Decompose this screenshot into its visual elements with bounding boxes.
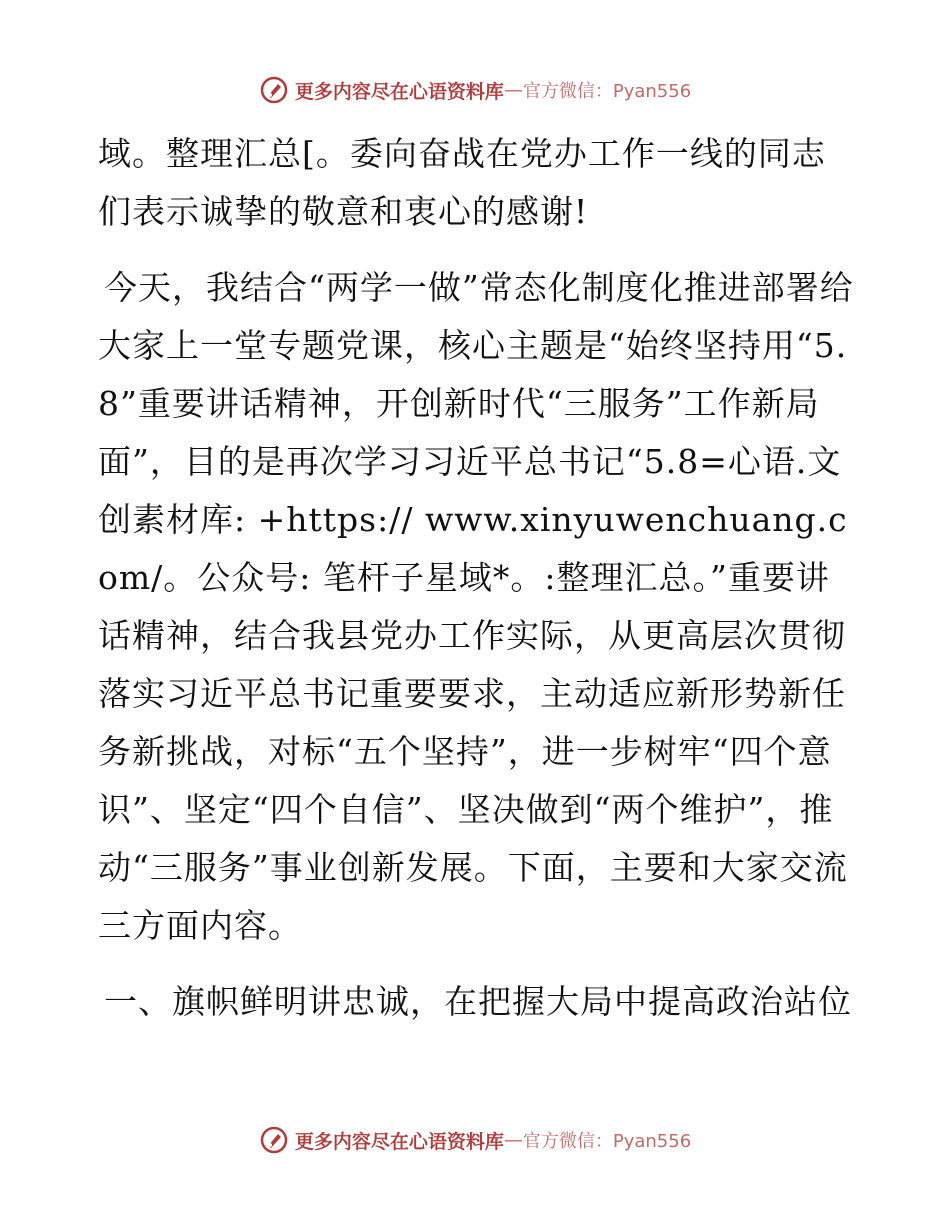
banner-text: 更多内容尽在心语资料库	[294, 80, 504, 103]
pen-nib-seal-icon	[259, 75, 289, 105]
paragraph-main: 今天，我结合“两学一做”常态化制度化推进部署给大家上一堂专题党课，核心主题是“始终坚持用“5.8”重要讲话精神，开创新时代“三服务”工作新局面”，目的是再次学习习近平总书记“5.8=心语.文创素材库: +https:// www.xinyuwenchuang.com/。公众号: 笔杆子星域*。:整理汇总。”重要讲话精神，结合我县党办工作实际，从更高层次贯彻落实习近平总书记重要要求，主动适应新形势新任务新挑战，对标“五个坚持”，进一步树牢“四个意识”、坚定“四个自信”、坚决做到“两个维护”，推动“三服务”事业创新发展。下面，主要和大家交流三方面内容。	[98, 268, 854, 945]
document-body	[98, 125, 858, 1031]
header-watermark-banner	[0, 70, 950, 110]
paragraph-intro: 域。整理汇总[。委向奋战在党办工作一线的同志们表示诚挚的敬意和衷心的感谢!	[98, 134, 826, 231]
footer-watermark-banner	[0, 1120, 950, 1160]
banner-wechat: 官方微信：Pyan556	[522, 1131, 692, 1152]
pen-nib-seal-icon	[259, 1125, 289, 1155]
section-heading: 一、旗帜鲜明讲忠诚，在把握大局中提高政治站位	[104, 982, 852, 1021]
banner-separator: —	[503, 1129, 523, 1151]
banner-text: 更多内容尽在心语资料库	[294, 1130, 504, 1153]
banner-separator: —	[503, 79, 523, 101]
banner-wechat: 官方微信：Pyan556	[522, 81, 692, 102]
